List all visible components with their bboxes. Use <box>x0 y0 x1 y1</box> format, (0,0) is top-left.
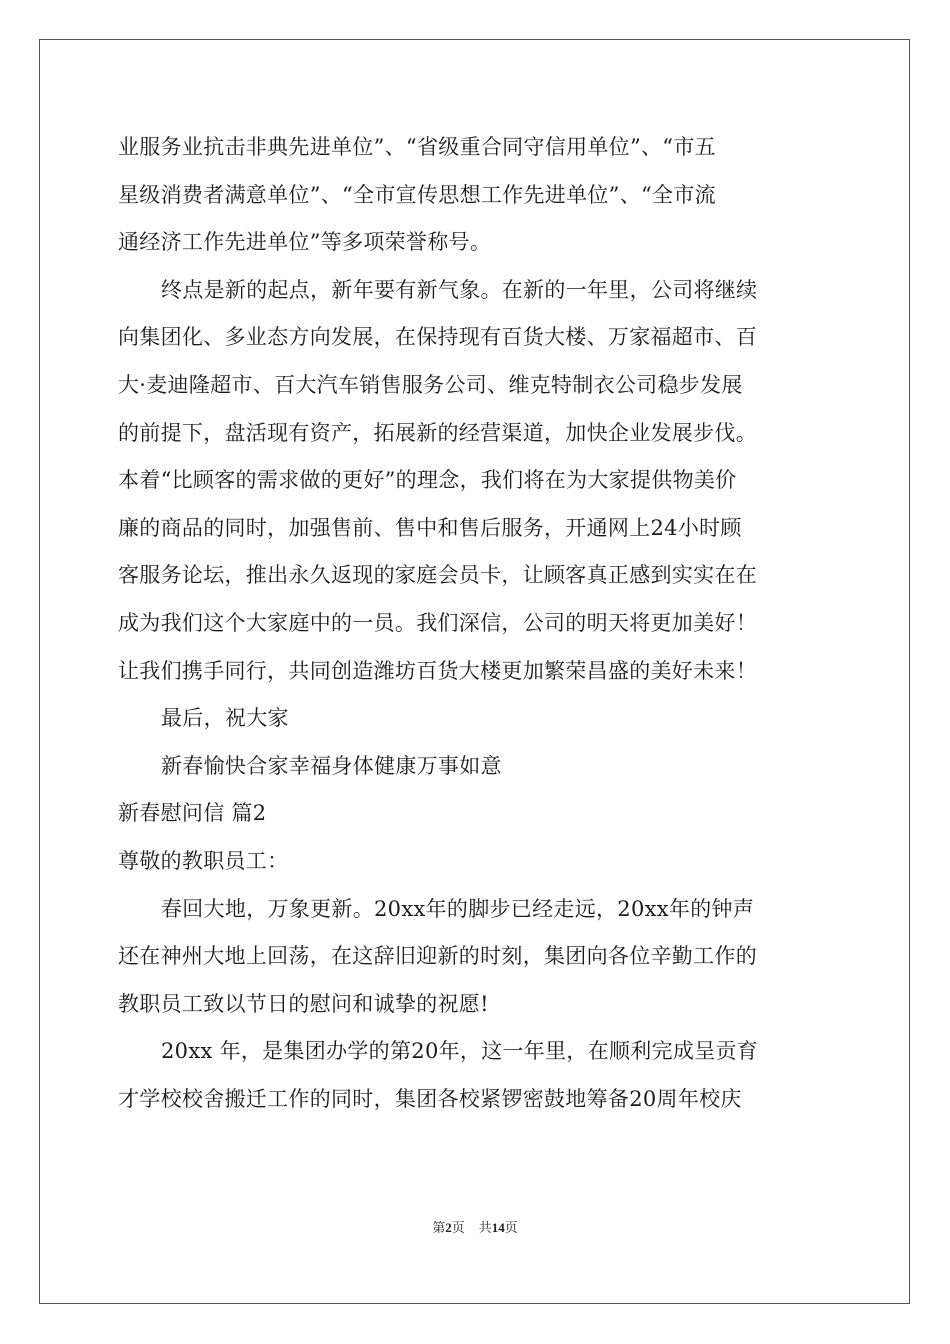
total-suffix: 页 <box>504 1220 518 1235</box>
text-line: 通经济工作先进单位”等多项荣誉称号。 <box>118 230 492 255</box>
total-prefix: 共 <box>478 1220 492 1235</box>
text-line: 向集团化、多业态方向发展，在保持现有百货大楼、万家福超市、百 <box>118 325 757 350</box>
text-line: 本着“比顾客的需求做的更好”的理念，我们将在为大家提供物美价 <box>118 468 737 493</box>
page-prefix: 第 <box>432 1220 446 1235</box>
paragraph <box>118 838 832 886</box>
text-line: 客服务论坛，推出永久返现的家庭会员卡，让顾客真正感到实实在在 <box>118 563 757 588</box>
paragraph <box>118 267 832 695</box>
page-footer <box>0 1217 950 1236</box>
text-line: 最后，祝大家 <box>161 706 289 731</box>
text-line: 尊敬的教职员工： <box>118 848 289 873</box>
text-line: 大·麦迪隆超市、百大汽车销售服务公司、维克特制衣公司稳步发展 <box>118 372 743 397</box>
paragraph <box>118 886 832 1029</box>
text-line: 的前提下，盘活现有资产，拓展新的经营渠道，加快企业发展步伐。 <box>118 420 757 445</box>
paragraph <box>118 790 832 838</box>
text-line: 星级消费者满意单位”、“全市宣传思想工作先进单位”、“全市流 <box>118 182 716 207</box>
paragraph <box>118 124 832 267</box>
paragraph <box>118 695 832 743</box>
text-line: 新春愉快合家幸福身体健康万事如意 <box>161 753 502 778</box>
paragraph <box>118 743 832 791</box>
page-total: 14 <box>491 1220 505 1235</box>
document-body <box>118 124 832 1123</box>
text-line: 才学校校舍搬迁工作的同时，集团各校紧锣密鼓地筹备20周年校庆 <box>118 1086 742 1111</box>
text-line: 廉的商品的同时，加强售前、售中和售后服务，开通网上24小时顾 <box>118 515 742 540</box>
text-line: 新春慰问信 篇2 <box>118 801 267 826</box>
text-line: 终点是新的起点，新年要有新气象。在新的一年里，公司将继续 <box>161 277 758 302</box>
text-line: 业服务业抗击非典先进单位”、“省级重合同守信用单位”、“市五 <box>118 135 716 159</box>
page-current: 2 <box>445 1220 452 1235</box>
text-line: 教职员工致以节日的慰问和诚挚的祝愿! <box>118 991 489 1016</box>
text-line: 成为我们这个大家庭中的一员。我们深信，公司的明天将更加美好！ <box>118 610 757 635</box>
text-line: 春回大地，万象更新。20xx年的脚步已经走远，20xx年的钟声 <box>161 896 755 921</box>
text-line: 还在神州大地上回荡，在这辞旧迎新的时刻，集团向各位辛勤工作的 <box>118 944 757 969</box>
text-line: 让我们携手同行，共同创造潍坊百货大楼更加繁荣昌盛的美好未来！ <box>118 658 757 683</box>
page-suffix: 页 <box>451 1220 465 1235</box>
paragraph <box>118 1028 832 1123</box>
text-line: 20xx 年，是集团办学的第20年，这一年里，在顺利完成呈贡育 <box>161 1039 759 1064</box>
